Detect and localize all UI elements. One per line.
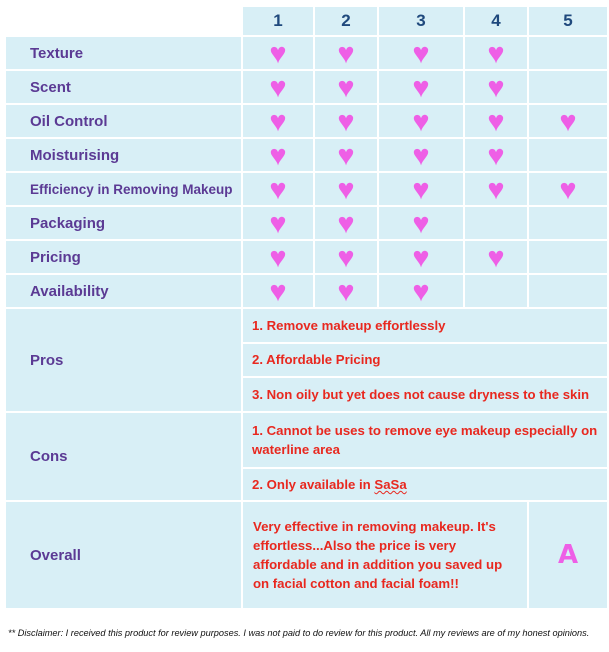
heart-icon: ♥ xyxy=(337,71,355,104)
heart-icon: ♥ xyxy=(559,173,577,206)
criterion-label: Scent xyxy=(5,70,242,104)
scale-number-5: 5 xyxy=(528,6,608,36)
rating-cell xyxy=(464,172,528,206)
rating-cell xyxy=(378,206,464,240)
rating-cell xyxy=(314,206,378,240)
criterion-label: Efficiency in Removing Makeup xyxy=(5,172,242,206)
criterion-label: Packaging xyxy=(5,206,242,240)
rating-cell xyxy=(242,36,314,70)
criterion-label: Pricing xyxy=(5,240,242,274)
heart-icon: ♥ xyxy=(337,105,355,138)
scale-number-3: 3 xyxy=(378,6,464,36)
header-blank-cell xyxy=(5,6,242,36)
scale-number-2: 2 xyxy=(314,6,378,36)
criterion-row xyxy=(5,138,608,172)
rating-cell xyxy=(314,274,378,308)
heart-icon: ♥ xyxy=(269,105,287,138)
heart-icon: ♥ xyxy=(412,71,430,104)
criterion-row xyxy=(5,104,608,138)
cons-label: Cons xyxy=(5,412,242,501)
cons-item xyxy=(242,468,608,501)
heart-icon: ♥ xyxy=(337,173,355,206)
rating-cell xyxy=(378,274,464,308)
rating-cell xyxy=(528,274,608,308)
rating-cell xyxy=(464,70,528,104)
overall-summary: Very effective in removing makeup. It's effortless...Also the price is very affordable and in addition you saved up on facial cotton and facial foam!! xyxy=(242,501,528,609)
heart-icon: ♥ xyxy=(487,241,505,274)
heart-icon: ♥ xyxy=(487,139,505,172)
heart-icon: ♥ xyxy=(487,71,505,104)
rating-cell xyxy=(242,138,314,172)
criterion-label: Availability xyxy=(5,274,242,308)
pros-item: 2. Affordable Pricing xyxy=(242,343,608,378)
rating-cell xyxy=(242,172,314,206)
cons-row xyxy=(5,412,608,468)
rating-cell xyxy=(464,138,528,172)
store-name: SaSa xyxy=(374,477,407,492)
rating-cell xyxy=(314,172,378,206)
heart-icon: ♥ xyxy=(269,71,287,104)
overall-label: Overall xyxy=(5,501,242,609)
heart-icon: ♥ xyxy=(412,173,430,206)
heart-icon: ♥ xyxy=(412,207,430,240)
rating-cell xyxy=(378,36,464,70)
rating-cell xyxy=(464,104,528,138)
rating-cell xyxy=(242,206,314,240)
criterion-row xyxy=(5,172,608,206)
heart-icon: ♥ xyxy=(269,241,287,274)
rating-cell xyxy=(314,240,378,274)
rating-cell xyxy=(314,138,378,172)
cons-item: 1. Cannot be uses to remove eye makeup especially on waterline area xyxy=(242,412,608,468)
heart-icon: ♥ xyxy=(412,105,430,138)
criterion-row xyxy=(5,36,608,70)
rating-cell xyxy=(378,138,464,172)
rating-cell xyxy=(464,274,528,308)
rating-cell xyxy=(314,70,378,104)
heart-icon: ♥ xyxy=(269,37,287,70)
rating-cell xyxy=(378,70,464,104)
overall-row xyxy=(5,501,608,609)
criterion-label: Moisturising xyxy=(5,138,242,172)
rating-cell xyxy=(314,36,378,70)
disclaimer-text: ** Disclaimer: I received this product for review purposes. I was not paid to do review for this product. All my reviews are of my honest opinions. xyxy=(8,628,590,638)
heart-icon: ♥ xyxy=(337,139,355,172)
cons-item-text: 2. Only available in xyxy=(252,477,375,492)
heart-icon: ♥ xyxy=(412,241,430,274)
scale-number-1: 1 xyxy=(242,6,314,36)
heart-icon: ♥ xyxy=(337,241,355,274)
rating-cell xyxy=(242,70,314,104)
heart-icon: ♥ xyxy=(487,37,505,70)
heart-icon: ♥ xyxy=(412,139,430,172)
rating-cell xyxy=(528,240,608,274)
heart-icon: ♥ xyxy=(269,275,287,308)
heart-icon: ♥ xyxy=(337,207,355,240)
heart-icon: ♥ xyxy=(337,275,355,308)
rating-cell xyxy=(378,240,464,274)
criterion-row xyxy=(5,70,608,104)
review-rating-table xyxy=(4,5,609,610)
rating-cell xyxy=(528,104,608,138)
rating-cell xyxy=(528,70,608,104)
heart-icon: ♥ xyxy=(487,105,505,138)
criterion-row xyxy=(5,274,608,308)
pros-label: Pros xyxy=(5,308,242,412)
rating-cell xyxy=(242,274,314,308)
rating-cell xyxy=(528,36,608,70)
scale-number-4: 4 xyxy=(464,6,528,36)
criterion-row xyxy=(5,240,608,274)
heart-icon: ♥ xyxy=(412,275,430,308)
pros-row xyxy=(5,308,608,343)
rating-cell xyxy=(378,172,464,206)
rating-cell xyxy=(464,240,528,274)
heart-icon: ♥ xyxy=(559,105,577,138)
rating-cell xyxy=(464,36,528,70)
heart-icon: ♥ xyxy=(269,207,287,240)
rating-cell xyxy=(242,240,314,274)
scale-header-row xyxy=(5,6,608,36)
rating-cell xyxy=(242,104,314,138)
overall-grade: A xyxy=(528,501,608,609)
heart-icon: ♥ xyxy=(487,173,505,206)
rating-cell xyxy=(314,104,378,138)
criterion-label: Oil Control xyxy=(5,104,242,138)
rating-cell xyxy=(528,138,608,172)
pros-item: 3. Non oily but yet does not cause dryness to the skin xyxy=(242,377,608,412)
rating-cell xyxy=(528,206,608,240)
criterion-label: Texture xyxy=(5,36,242,70)
criterion-row xyxy=(5,206,608,240)
heart-icon: ♥ xyxy=(337,37,355,70)
rating-cell xyxy=(464,206,528,240)
heart-icon: ♥ xyxy=(269,173,287,206)
heart-icon: ♥ xyxy=(412,37,430,70)
pros-item: 1. Remove makeup effortlessly xyxy=(242,308,608,343)
heart-icon: ♥ xyxy=(269,139,287,172)
rating-cell xyxy=(528,172,608,206)
rating-cell xyxy=(378,104,464,138)
